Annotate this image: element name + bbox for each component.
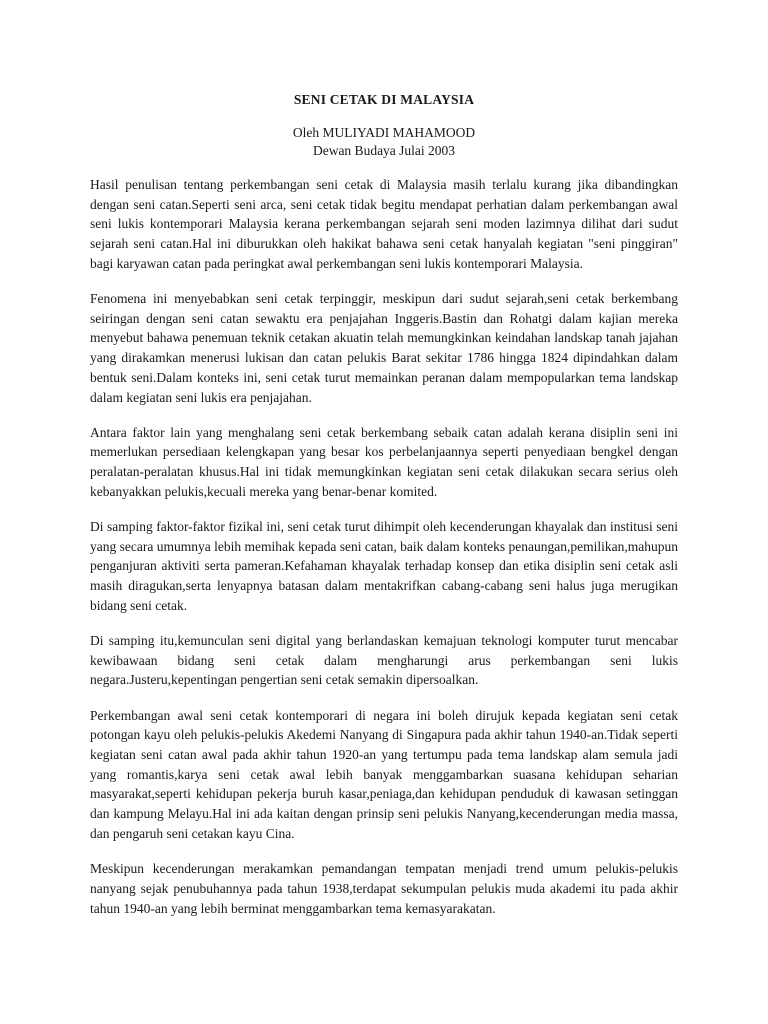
paragraph-2: Fenomena ini menyebabkan seni cetak terpinggir, meskipun dari sudut sejarah,seni cetak berkembang seiringan dengan seni catan sewaktu era penjajahan Inggeris.Bastin dan Rohatgi dalam kajian mereka menyebut bahawa penemuan teknik cetakan akuatin telah memungkinkan keindahan landskap tanah jajahan yang dirakamkan menerusi lukisan dan catan pelukis Barat sekitar 1786 hingga 1824 dipindahkan dalam bentuk seni.Dalam konteks ini, seni cetak turut memainkan peranan dalam mempopularkan tema landskap dalam kegiatan seni lukis era penjajahan.	[90, 291, 678, 405]
paragraph-1: Hasil penulisan tentang perkembangan seni cetak di Malaysia masih terlalu kurang jika dibandingkan dengan seni catan.Seperti seni arca, seni cetak tidak begitu mendapat perhatian dalam perkembangan awal seni lukis kontemporari Malaysia kerana perkembangan sejarah seni moden lazimnya dilihat dari sudut sejarah seni catan.Hal ini diburukkan oleh hakikat bahawa seni cetak hanyalah kegiatan "seni pinggiran" bagi karyawan catan pada peringkat awal perkembangan seni lukis kontemporari Malaysia.	[90, 177, 678, 271]
author-line: Oleh MULIYADI MAHAMOOD	[292, 125, 476, 140]
source-line: Dewan Budaya Julai 2003	[312, 143, 456, 158]
document-page	[90, 92, 678, 934]
paragraph-5: Di samping itu,kemunculan seni digital yang berlandaskan kemajuan teknologi komputer turut mencabar kewibawaan bidang seni cetak dalam mengharungi arus perkembangan seni lukis negara.Justeru,kepentingan pengertian seni cetak semakin dipersoalkan.	[90, 633, 678, 688]
paragraph-6: Perkembangan awal seni cetak kontemporari di negara ini boleh dirujuk kepada kegiatan seni cetak potongan kayu oleh pelukis-pelukis Akedemi Nanyang di Singapura pada akhir tahun 1940-an.Tidak seperti kegiatan seni catan awal pada akhir tahun 1920-an yang tertumpu pada tema landskap alam semula jadi yang romantis,karya seni cetak awal lebih banyak menggambarkan suasana kehidupan seharian masyarakat,seperti kehidupan pekerja buruh kasar,peniaga,dan kehidupan penduduk di kawasan setinggan dan kampung Melayu.Hal ini ada kaitan dengan prinsip seni pelukis Nanyang,kecenderungan media massa, dan pengaruh seni cetakan kayu Cina.	[90, 707, 678, 841]
paragraph-4: Di samping faktor-faktor fizikal ini, seni cetak turut dihimpit oleh kecenderungan khayalak dan institusi seni yang secara umumnya lebih memihak kepada seni catan, baik dalam konteks penaungan,pemilikan,mahupun penganjuran aktiviti serta pameran.Kefahaman khayalak terhadap konsep dan etika disiplin seni cetak asli masih diragukan,serta lenyapnya batasan dalam mentakrifkan cabang-cabang seni halus juga merugikan bidang seni cetak.	[90, 519, 678, 613]
byline	[90, 124, 678, 160]
paragraph-7: Meskipun kecenderungan merakamkan pemandangan tempatan menjadi trend umum pelukis-pelukis nanyang sejak penubuhannya pada tahun 1938,terdapat sekumpulan pelukis muda akademi itu pada akhir tahun 1940-an yang lebih berminat menggambarkan tema kemasyarakatan.	[90, 861, 678, 916]
paragraph-3: Antara faktor lain yang menghalang seni cetak berkembang sebaik catan adalah kerana disiplin seni ini memerlukan persediaan kelengkapan yang besar kos perbelanjaannya seperti penyediaan bengkel dengan peralatan-peralatan khusus.Hal ini tidak memungkinkan kegiatan seni cetak dilakukan secara serius oleh kebanyakkan pelukis,kecuali mereka yang benar-benar komited.	[90, 424, 678, 499]
document-title: SENI CETAK DI MALAYSIA	[293, 92, 475, 107]
